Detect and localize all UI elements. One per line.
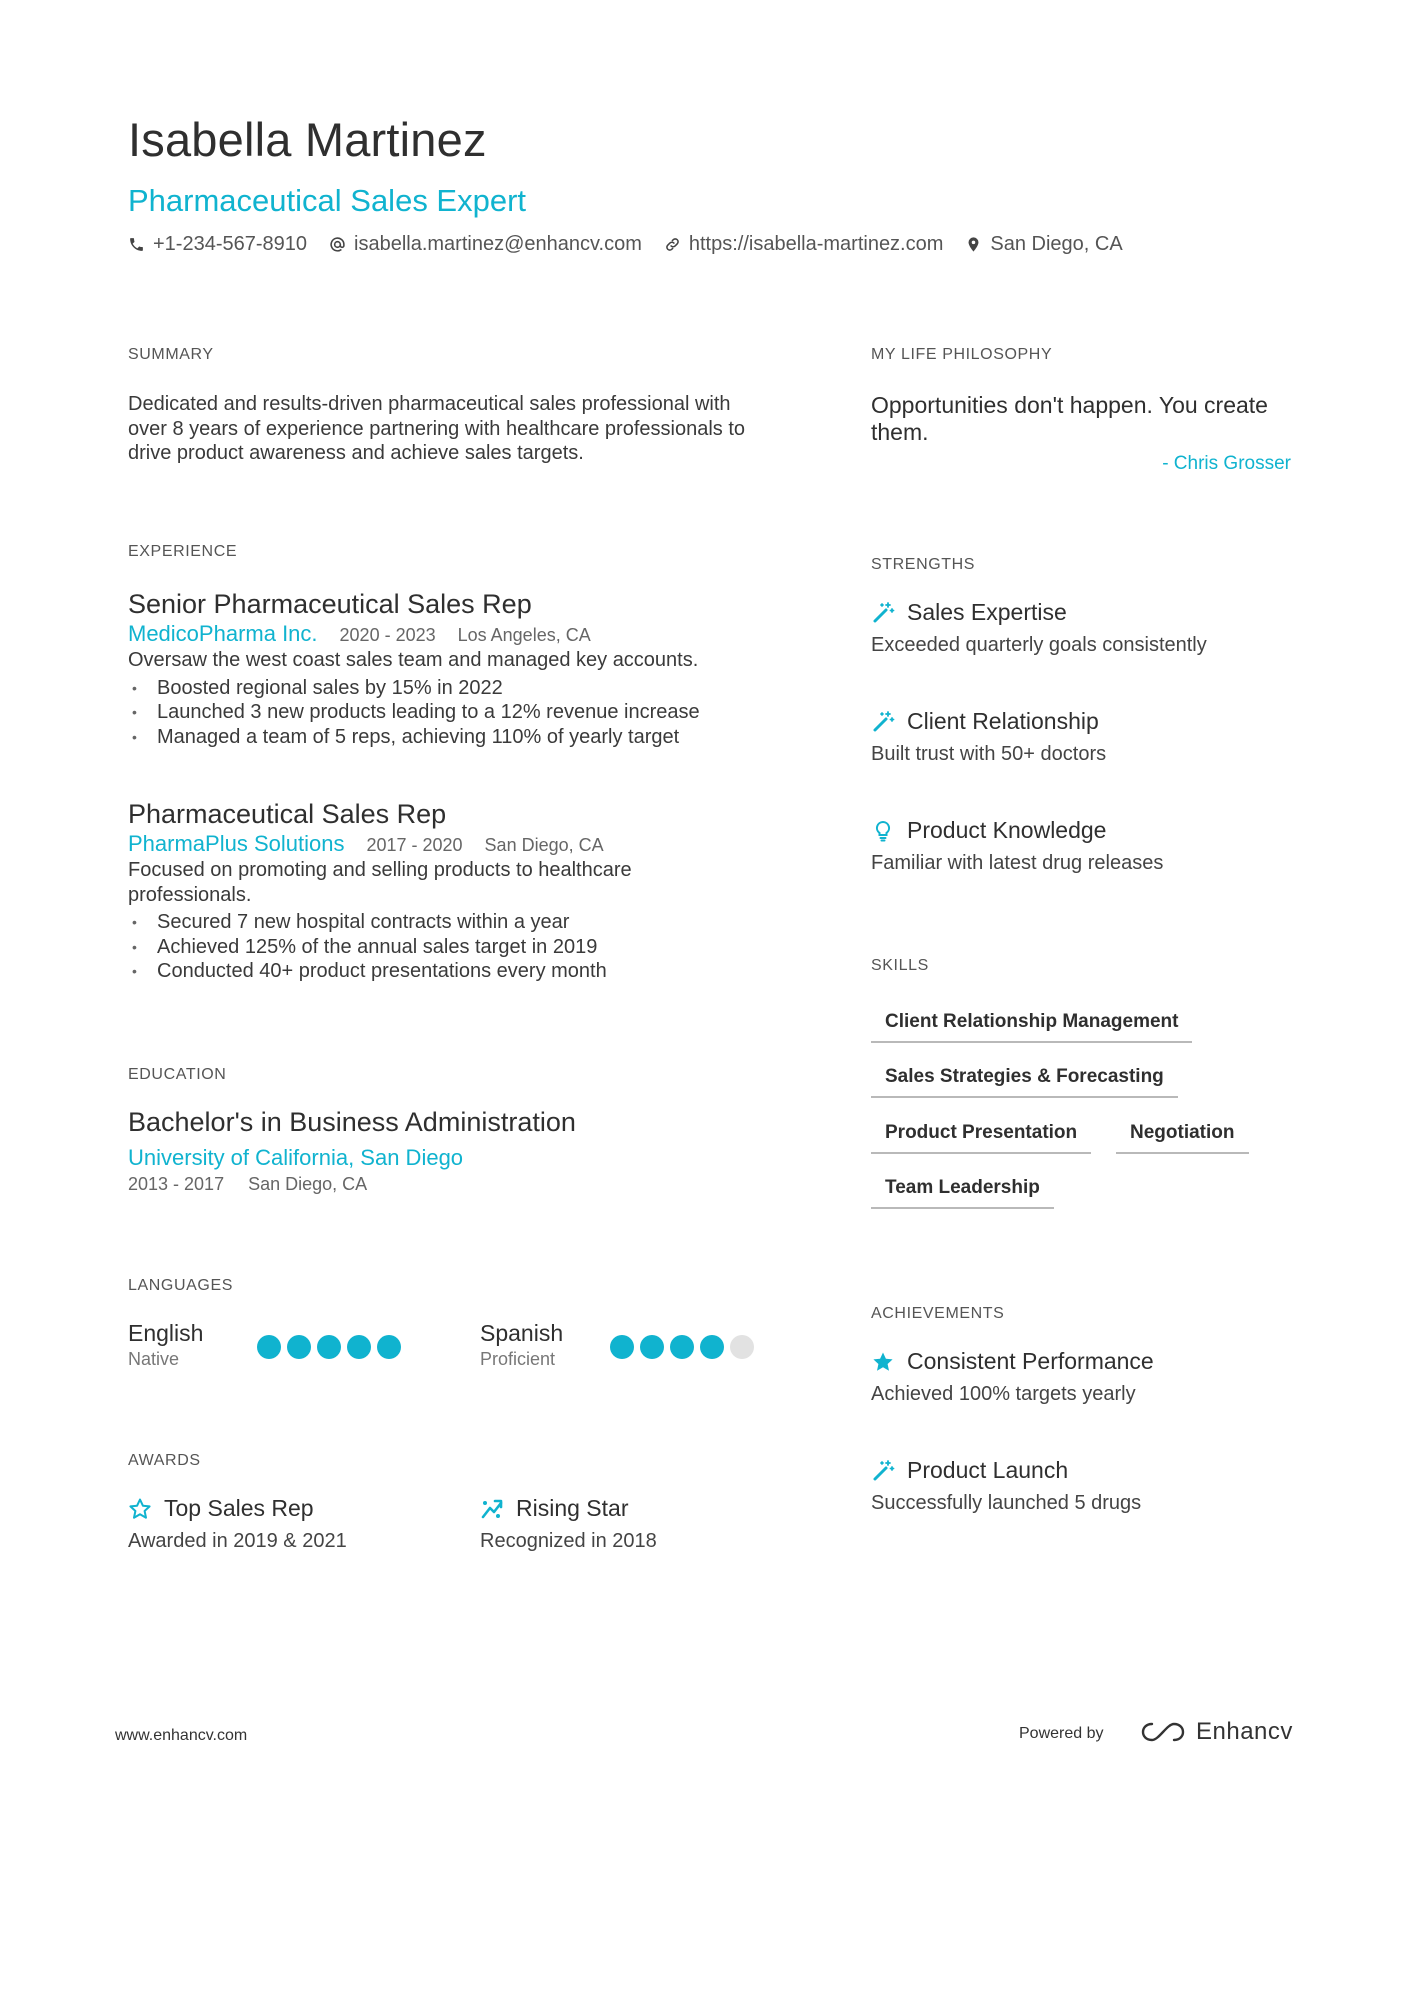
strength-head	[871, 817, 1163, 844]
job-company: PharmaPlus Solutions	[128, 831, 345, 856]
rating-dot	[377, 1335, 401, 1359]
language-item	[480, 1320, 563, 1370]
awards-title: AWARDS	[128, 1452, 201, 1469]
strength-subtitle: Built trust with 50+ doctors	[871, 743, 1107, 765]
language-name: Spanish	[480, 1320, 564, 1346]
footer-url[interactable]: www.enhancv.com	[115, 1727, 248, 1744]
job-bullets	[128, 910, 728, 984]
language-name: English	[128, 1320, 204, 1346]
achievement-item	[871, 1348, 1154, 1406]
skill-tag: Client Relationship Management	[871, 1011, 1192, 1043]
brand-name: Enhancv	[1196, 1718, 1293, 1745]
achievement-head	[871, 1348, 1154, 1375]
email-text: isabella.martinez@enhancv.com	[354, 233, 642, 255]
rating-dot	[730, 1335, 754, 1359]
link-icon	[664, 236, 681, 253]
location-pin-icon	[965, 236, 982, 253]
contact-phone[interactable]	[128, 233, 307, 256]
language-rating	[610, 1335, 754, 1359]
education-degree: Bachelor's in Business Administration	[128, 1107, 576, 1137]
contact-email[interactable]	[329, 233, 642, 256]
candidate-headline: Pharmaceutical Sales Expert	[128, 183, 527, 218]
job-meta	[128, 621, 768, 647]
star-outline-icon	[128, 1497, 152, 1521]
experience-title: EXPERIENCE	[128, 543, 238, 560]
infinity-logo-icon	[1140, 1720, 1186, 1744]
achievement-subtitle: Achieved 100% targets yearly	[871, 1383, 1136, 1405]
education-school: University of California, San Diego	[128, 1145, 464, 1170]
strength-title: Client Relationship	[907, 708, 1099, 734]
strength-head	[871, 708, 1106, 735]
summary-title: SUMMARY	[128, 346, 214, 363]
languages-title: LANGUAGES	[128, 1277, 233, 1294]
star-filled-icon	[871, 1350, 895, 1374]
philosophy-quote: Opportunities don't happen. You create them.	[871, 392, 1268, 445]
job-bullet: • Launched 3 new products leading to a 12% revenue increase	[128, 700, 768, 725]
language-rating	[257, 1335, 401, 1359]
summary-text: Dedicated and results-driven pharmaceutical sales professional with over 8 years of experience partnering with healthcare professionals to drive product awareness and achieve sales targets.	[128, 393, 746, 464]
job-location: Los Angeles, CA	[457, 625, 591, 645]
job-description: Focused on promoting and selling products to healthcare professionals.	[128, 859, 632, 906]
location-text: San Diego, CA	[990, 233, 1123, 255]
rating-dot	[700, 1335, 724, 1359]
job-bullets	[128, 676, 768, 750]
job-meta	[128, 831, 728, 857]
strength-item	[871, 708, 1106, 766]
rating-dot	[670, 1335, 694, 1359]
skills-title: SKILLS	[871, 957, 929, 974]
achievement-title: Consistent Performance	[907, 1348, 1154, 1374]
magic-wand-icon	[871, 1459, 895, 1483]
job-bullet: • Conducted 40+ product presentations every month	[128, 959, 728, 984]
philosophy-title: MY LIFE PHILOSOPHY	[871, 346, 1053, 363]
website-text: https://isabella-martinez.com	[688, 233, 944, 255]
achievements-title: ACHIEVEMENTS	[871, 1305, 1005, 1322]
contact-bar	[128, 233, 1123, 256]
strengths-title: STRENGTHS	[871, 556, 976, 573]
lightbulb-icon	[871, 819, 895, 843]
job-entry	[128, 587, 768, 749]
rating-dot	[610, 1335, 634, 1359]
contact-location	[965, 233, 1122, 256]
rating-dot	[640, 1335, 664, 1359]
rating-dot	[317, 1335, 341, 1359]
education-meta	[128, 1174, 367, 1195]
job-bullet: • Boosted regional sales by 15% in 2022	[128, 676, 768, 701]
skill-tag: Negotiation	[1116, 1122, 1249, 1154]
at-icon	[329, 236, 346, 253]
strength-title: Sales Expertise	[907, 599, 1067, 625]
language-level: Native	[128, 1349, 180, 1369]
strength-item	[871, 599, 1207, 657]
enhancv-logo[interactable]	[1140, 1718, 1293, 1746]
award-item	[480, 1495, 657, 1553]
award-subtitle: Recognized in 2018	[480, 1530, 657, 1552]
strength-head	[871, 599, 1207, 626]
job-description: Oversaw the west coast sales team and managed key accounts.	[128, 649, 699, 671]
rating-dot	[347, 1335, 371, 1359]
rating-dot	[287, 1335, 311, 1359]
skill-tag: Sales Strategies & Forecasting	[871, 1066, 1178, 1098]
award-title: Rising Star	[516, 1495, 629, 1521]
award-subtitle: Awarded in 2019 & 2021	[128, 1530, 347, 1552]
magic-wand-icon	[871, 601, 895, 625]
job-dates: 2017 - 2020	[366, 835, 463, 855]
philosophy-author: - Chris Grosser	[1162, 453, 1291, 474]
job-role: Senior Pharmaceutical Sales Rep	[128, 589, 532, 619]
rating-dot	[257, 1335, 281, 1359]
candidate-name: Isabella Martinez	[128, 113, 487, 166]
job-dates: 2020 - 2023	[339, 625, 436, 645]
language-item	[128, 1320, 203, 1370]
phone-icon	[128, 236, 145, 253]
job-location: San Diego, CA	[484, 835, 604, 855]
job-role: Pharmaceutical Sales Rep	[128, 799, 447, 829]
phone-text: +1-234-567-8910	[153, 233, 308, 255]
education-title: EDUCATION	[128, 1066, 227, 1083]
contact-website[interactable]	[664, 233, 944, 256]
education-location: San Diego, CA	[248, 1174, 368, 1194]
chart-arrow-icon	[480, 1497, 504, 1521]
job-company: MedicoPharma Inc.	[128, 621, 318, 646]
job-entry	[128, 797, 728, 984]
achievement-subtitle: Successfully launched 5 drugs	[871, 1492, 1142, 1514]
award-title: Top Sales Rep	[164, 1495, 314, 1521]
powered-by-label: Powered by	[1019, 1725, 1104, 1742]
job-bullet: • Secured 7 new hospital contracts within a year	[128, 910, 728, 935]
achievement-title: Product Launch	[907, 1457, 1069, 1483]
strength-title: Product Knowledge	[907, 817, 1107, 843]
strength-subtitle: Exceeded quarterly goals consistently	[871, 634, 1207, 656]
job-bullet: • Achieved 125% of the annual sales target in 2019	[128, 935, 728, 960]
magic-wand-icon	[871, 710, 895, 734]
language-level: Proficient	[480, 1349, 556, 1369]
award-head	[128, 1495, 347, 1522]
achievement-head	[871, 1457, 1141, 1484]
award-item	[128, 1495, 347, 1553]
job-bullet: • Managed a team of 5 reps, achieving 110% of yearly target	[128, 725, 768, 750]
skill-tag: Team Leadership	[871, 1177, 1054, 1209]
achievement-item	[871, 1457, 1141, 1515]
award-head	[480, 1495, 657, 1522]
strength-item	[871, 817, 1163, 875]
strength-subtitle: Familiar with latest drug releases	[871, 852, 1164, 874]
education-dates: 2013 - 2017	[128, 1174, 225, 1194]
skill-tag: Product Presentation	[871, 1122, 1091, 1154]
